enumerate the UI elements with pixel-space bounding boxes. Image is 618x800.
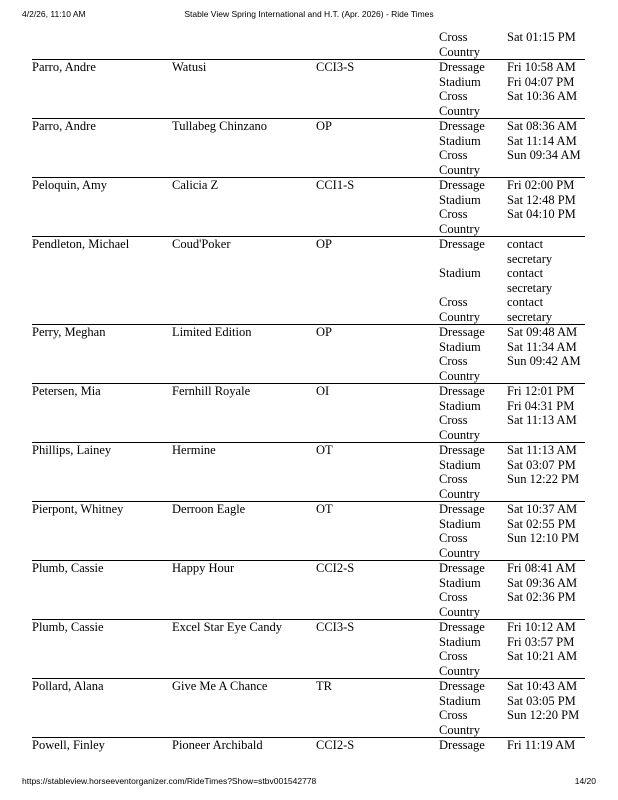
ride-times-table bbox=[32, 30, 585, 753]
division: OP bbox=[316, 237, 332, 251]
phase-label: Stadium bbox=[439, 266, 481, 280]
division: CCI3-S bbox=[316, 60, 355, 74]
phase-label: Stadium bbox=[439, 74, 481, 89]
ride-time: Fri 11:19 AM bbox=[507, 738, 576, 752]
ride-line bbox=[439, 354, 585, 383]
rider-name: Plumb, Cassie bbox=[32, 620, 104, 634]
division: OT bbox=[316, 502, 333, 516]
table-row bbox=[32, 30, 585, 60]
ride-line bbox=[439, 60, 585, 75]
ride-line bbox=[439, 207, 585, 236]
page-url[interactable]: https://stableview.horseeventorganizer.com/RideTimes?Show=stbv001542778 bbox=[22, 776, 317, 786]
phase-label: Cross Country bbox=[439, 207, 480, 236]
horse-cell bbox=[172, 30, 316, 59]
phase-label: Stadium bbox=[439, 133, 481, 148]
phase-label: Cross Country bbox=[439, 708, 480, 737]
table-row bbox=[32, 60, 585, 119]
ride-line bbox=[439, 134, 585, 149]
ride-time: Sat 02:55 PM bbox=[507, 516, 576, 531]
horse-name: Tullabeg Chinzano bbox=[172, 119, 268, 133]
rider-name: Perry, Meghan bbox=[32, 325, 106, 339]
rides-cell bbox=[439, 738, 585, 753]
phase-label: Cross Country bbox=[439, 148, 480, 177]
phase-label: Dressage bbox=[439, 178, 485, 192]
ride-time: Sat 10:21 AM bbox=[507, 649, 578, 663]
phase-label: Cross Country bbox=[439, 89, 480, 118]
ride-time: Sat 11:34 AM bbox=[507, 339, 577, 354]
horse-name: Coud'Poker bbox=[172, 237, 231, 251]
rider-name: Pierpont, Whitney bbox=[32, 502, 124, 516]
rides-cell bbox=[439, 443, 585, 501]
phase-label: Dressage bbox=[439, 738, 485, 752]
ride-line bbox=[439, 266, 585, 295]
rides-cell bbox=[439, 30, 585, 59]
phase-label: Stadium bbox=[439, 339, 481, 354]
table-row bbox=[32, 620, 585, 679]
horse-name: Derroon Eagle bbox=[172, 502, 246, 516]
division: OP bbox=[316, 325, 332, 339]
ride-time: Sun 12:22 PM bbox=[507, 472, 580, 486]
ride-time: Fri 04:07 PM bbox=[507, 74, 575, 89]
division: OT bbox=[316, 443, 333, 457]
ride-line bbox=[439, 325, 585, 340]
phase-label: Dressage bbox=[439, 502, 485, 516]
rides-cell bbox=[439, 620, 585, 678]
division: CCI2-S bbox=[316, 738, 355, 752]
rides-cell bbox=[439, 325, 585, 383]
ride-line bbox=[439, 399, 585, 414]
phase-label: Stadium bbox=[439, 516, 481, 531]
ride-time: Fri 02:00 PM bbox=[507, 178, 575, 192]
ride-time: contact secretary bbox=[507, 237, 553, 266]
rides-cell bbox=[439, 384, 585, 442]
ride-line bbox=[439, 443, 585, 458]
horse-name: Happy Hour bbox=[172, 561, 235, 575]
phase-label: Stadium bbox=[439, 575, 481, 590]
rides-cell bbox=[439, 561, 585, 619]
print-footer bbox=[22, 776, 596, 790]
phase-label: Cross Country bbox=[439, 413, 480, 442]
table-row bbox=[32, 325, 585, 384]
ride-time: contact secretary bbox=[507, 266, 553, 295]
ride-line bbox=[439, 193, 585, 208]
rider-name: Plumb, Cassie bbox=[32, 561, 104, 575]
ride-time: Sun 12:20 PM bbox=[507, 708, 580, 722]
rider-name: Pendleton, Michael bbox=[32, 237, 130, 251]
phase-label: Cross Country bbox=[439, 30, 480, 59]
rider-name: Phillips, Lainey bbox=[32, 443, 112, 457]
phase-label: Dressage bbox=[439, 620, 485, 634]
horse-name: Calicia Z bbox=[172, 178, 219, 192]
ride-line bbox=[439, 502, 585, 517]
ride-line bbox=[439, 148, 585, 177]
ride-line bbox=[439, 561, 585, 576]
horse-name: Pioneer Archibald bbox=[172, 738, 263, 752]
table-row bbox=[32, 237, 585, 325]
ride-line bbox=[439, 30, 585, 59]
phase-label: Dressage bbox=[439, 237, 485, 251]
horse-name: Watusi bbox=[172, 60, 207, 74]
phase-label: Cross Country bbox=[439, 649, 480, 678]
ride-line bbox=[439, 413, 585, 442]
ride-line bbox=[439, 295, 585, 324]
rides-cell bbox=[439, 679, 585, 737]
print-datetime: 4/2/26, 11:10 AM bbox=[22, 9, 86, 19]
ride-time: Fri 08:41 AM bbox=[507, 561, 576, 575]
ride-line bbox=[439, 119, 585, 134]
horse-name: Excel Star Eye Candy bbox=[172, 620, 283, 634]
ride-time: Sat 10:36 AM bbox=[507, 89, 578, 103]
ride-time: Sat 11:13 AM bbox=[507, 443, 577, 457]
phase-label: Cross Country bbox=[439, 531, 480, 560]
phase-label: Cross Country bbox=[439, 354, 480, 383]
horse-name: Give Me A Chance bbox=[172, 679, 268, 693]
ride-time: Sat 01:15 PM bbox=[507, 30, 576, 44]
page-title: Stable View Spring International and H.T. (Apr. 2026) - Ride Times bbox=[184, 9, 434, 19]
table-row bbox=[32, 178, 585, 237]
ride-line bbox=[439, 384, 585, 399]
rides-cell bbox=[439, 237, 585, 324]
ride-line bbox=[439, 237, 585, 266]
ride-line bbox=[439, 635, 585, 650]
phase-label: Dressage bbox=[439, 384, 485, 398]
phase-label: Stadium bbox=[439, 634, 481, 649]
table-row bbox=[32, 384, 585, 443]
ride-time: Sat 03:05 PM bbox=[507, 693, 576, 708]
division: TR bbox=[316, 679, 332, 693]
phase-label: Dressage bbox=[439, 60, 485, 74]
division: CCI2-S bbox=[316, 561, 355, 575]
print-header bbox=[22, 9, 596, 23]
division-cell bbox=[316, 30, 439, 59]
page-number: 14/20 bbox=[574, 776, 596, 786]
rider-name: Peloquin, Amy bbox=[32, 178, 108, 192]
ride-time: Sat 10:43 AM bbox=[507, 679, 578, 693]
ride-line bbox=[439, 679, 585, 694]
ride-time: Sun 12:10 PM bbox=[507, 531, 580, 545]
ride-time: Sat 04:10 PM bbox=[507, 207, 576, 221]
phase-label: Cross Country bbox=[439, 472, 480, 501]
ride-time: Fri 10:12 AM bbox=[507, 620, 576, 634]
rides-cell bbox=[439, 119, 585, 177]
phase-label: Dressage bbox=[439, 119, 485, 133]
ride-time: Sat 12:48 PM bbox=[507, 192, 576, 207]
phase-label: Stadium bbox=[439, 693, 481, 708]
horse-name: Hermine bbox=[172, 443, 216, 457]
ride-time: Fri 10:58 AM bbox=[507, 60, 576, 74]
ride-line bbox=[439, 590, 585, 619]
phase-label: Dressage bbox=[439, 443, 485, 457]
phase-label: Dressage bbox=[439, 679, 485, 693]
ride-line bbox=[439, 708, 585, 737]
ride-time: Sun 09:34 AM bbox=[507, 148, 581, 162]
table-row bbox=[32, 502, 585, 561]
rider-name: Powell, Finley bbox=[32, 738, 105, 752]
ride-line bbox=[439, 649, 585, 678]
ride-time: Fri 12:01 PM bbox=[507, 384, 575, 398]
rider-name: Petersen, Mia bbox=[32, 384, 101, 398]
ride-line bbox=[439, 576, 585, 591]
rider-name: Pollard, Alana bbox=[32, 679, 104, 693]
ride-line bbox=[439, 738, 585, 753]
ride-time: Fri 03:57 PM bbox=[507, 634, 575, 649]
ride-line bbox=[439, 517, 585, 532]
phase-label: Stadium bbox=[439, 398, 481, 413]
ride-time: Sun 09:42 AM bbox=[507, 354, 581, 368]
division: OI bbox=[316, 384, 330, 398]
division: CCI1-S bbox=[316, 178, 355, 192]
ride-time: contact secretary bbox=[507, 295, 553, 324]
rider-cell bbox=[32, 30, 172, 59]
ride-time: Sat 11:13 AM bbox=[507, 413, 577, 427]
ride-time: Sat 03:07 PM bbox=[507, 457, 576, 472]
ride-line bbox=[439, 89, 585, 118]
table-row bbox=[32, 443, 585, 502]
phase-label: Cross Country bbox=[439, 295, 480, 324]
ride-time: Sat 08:36 AM bbox=[507, 119, 578, 133]
ride-line bbox=[439, 458, 585, 473]
ride-line bbox=[439, 620, 585, 635]
division: OP bbox=[316, 119, 332, 133]
ride-line bbox=[439, 472, 585, 501]
phase-label: Cross Country bbox=[439, 590, 480, 619]
rides-cell bbox=[439, 60, 585, 118]
ride-line bbox=[439, 75, 585, 90]
rider-name: Parro, Andre bbox=[32, 60, 96, 74]
ride-time: Fri 04:31 PM bbox=[507, 398, 575, 413]
ride-line bbox=[439, 178, 585, 193]
ride-line bbox=[439, 340, 585, 355]
phase-label: Dressage bbox=[439, 325, 485, 339]
division: CCI3-S bbox=[316, 620, 355, 634]
ride-time: Sat 09:36 AM bbox=[507, 575, 578, 590]
horse-name: Fernhill Royale bbox=[172, 384, 251, 398]
table-row bbox=[32, 119, 585, 178]
table-row bbox=[32, 738, 585, 753]
ride-time: Sat 11:14 AM bbox=[507, 133, 577, 148]
phase-label: Dressage bbox=[439, 561, 485, 575]
ride-time: Sat 10:37 AM bbox=[507, 502, 578, 516]
rides-cell bbox=[439, 178, 585, 236]
ride-line bbox=[439, 694, 585, 709]
rider-name: Parro, Andre bbox=[32, 119, 96, 133]
ride-time: Sat 09:48 AM bbox=[507, 325, 578, 339]
rides-cell bbox=[439, 502, 585, 560]
phase-label: Stadium bbox=[439, 457, 481, 472]
table-row bbox=[32, 679, 585, 738]
ride-line bbox=[439, 531, 585, 560]
table-row bbox=[32, 561, 585, 620]
ride-time: Sat 02:36 PM bbox=[507, 590, 576, 604]
horse-name: Limited Edition bbox=[172, 325, 252, 339]
phase-label: Stadium bbox=[439, 192, 481, 207]
